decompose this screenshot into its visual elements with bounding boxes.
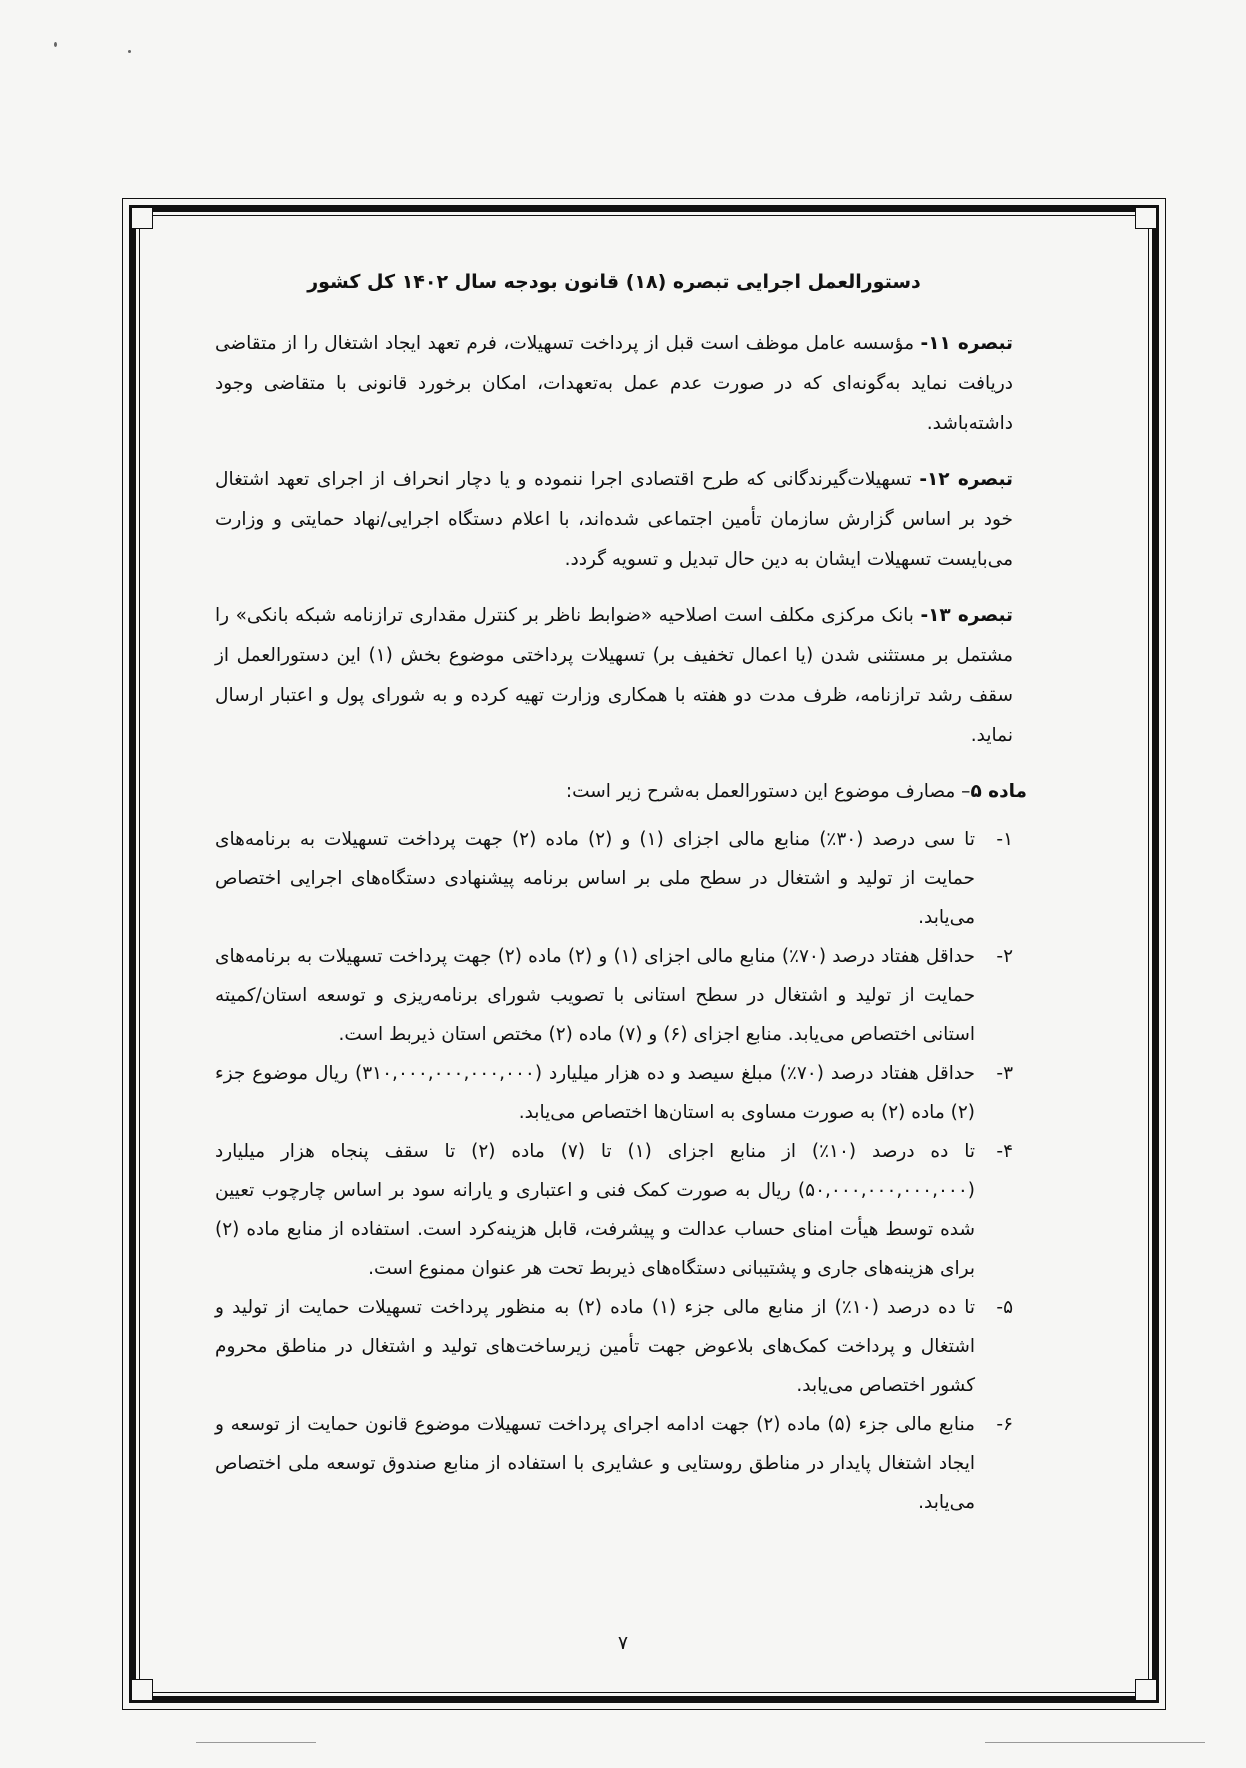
article-text: – مصارف موضوع این دستورالعمل به‌شرح زیر است: [565, 781, 971, 802]
document-body [215, 262, 1027, 1522]
list-item [215, 820, 1013, 937]
note-label: تبصره ۱۳- [920, 605, 1013, 626]
list-item-text: منابع مالی جزء (۵) ماده (۲) جهت ادامه اجرای پرداخت تسهیلات موضوع قانون حمایت از توسعه و ایجاد اشتغال پایدار در مناطق روستایی و عشایری با استفاده از منابع صندوق توسعه ملی اختصاص می‌یابد. [215, 1414, 975, 1513]
note-text: بانک مرکزی مکلف است اصلاحیه «ضوابط ناظر بر کنترل مقداری ترازنامه شبکه بانکی» را مشتمل بر مستثنی شدن (یا اعمال تخفیف بر) تسهیلات پرداختی موضوع بخش (۱) این دستورالعمل از سقف رشد ترازنامه، ظرف مدت دو هفته با همکاری وزارت تهیه کرده و به شورای پول و اعتبار ارسال نماید. [215, 605, 1013, 746]
note-11 [215, 324, 1013, 444]
list-item-number: ۳- [996, 1063, 1013, 1084]
note-12 [215, 460, 1013, 580]
note-label: تبصره ۱۲- [919, 469, 1013, 490]
scan-speck [54, 42, 57, 47]
list-item-number: ۱- [996, 829, 1013, 850]
frame-corner [1135, 1679, 1157, 1701]
list-item [215, 937, 1013, 1054]
list-item-text: حداقل هفتاد درصد (۷۰٪) منابع مالی اجزای (۱) و (۲) ماده (۲) جهت پرداخت تسهیلات به برنامه‌های حمایت از تولید و اشتغال در سطح استانی با تصویب شورای برنامه‌ریزی و توسعه استان/کمیته استانی اختصاص می‌یابد. منابع اجزای (۶) و (۷) ماده (۲) مختص استان ذیربط است. [215, 946, 975, 1045]
list-item [215, 1405, 1013, 1522]
list-item-text: حداقل هفتاد درصد (۷۰٪) مبلغ سیصد و ده هزار میلیارد (۳۱۰,۰۰۰,۰۰۰,۰۰۰,۰۰۰) ریال موضوع جزء (۲) ماده (۲) به صورت مساوی به استان‌ها اختصاص می‌یابد. [215, 1063, 975, 1123]
frame-corner [131, 1679, 153, 1701]
list-item-number: ۴- [996, 1141, 1013, 1162]
scan-artifact [196, 1742, 316, 1743]
frame-corner [131, 207, 153, 229]
article-label: ماده ۵ [970, 781, 1027, 802]
article-5-heading [215, 772, 1027, 812]
note-text: مؤسسه عامل موظف است قبل از پرداخت تسهیلات، فرم تعهد ایجاد اشتغال را از متقاضی دریافت نماید به‌گونه‌ای که در صورت عدم عمل به‌تعهدات، امکان برخورد قانونی با متقاضی وجود داشته‌باشد. [215, 333, 1013, 434]
scan-artifact [985, 1742, 1205, 1743]
note-label: تبصره ۱۱- [920, 333, 1013, 354]
list-item-text: تا ده درصد (۱۰٪) از منابع مالی جزء (۱) ماده (۲) به منظور پرداخت تسهیلات حمایت از تولید و اشتغال و پرداخت کمک‌های بلاعوض جهت تأمین زیرساخت‌های تولید و اشتغال در مناطق محروم کشور اختصاص می‌یابد. [215, 1297, 975, 1396]
list-item-number: ۵- [996, 1297, 1013, 1318]
list-item-text: تا ده درصد (۱۰٪) از منابع اجزای (۱) تا (۷) ماده (۲) تا سقف پنجاه هزار میلیارد (۵۰,۰۰۰,۰۰۰,۰۰۰,۰۰۰) ریال به صورت کمک فنی و اعتباری و یارانه سود بر اساس چارچوب تعیین شده توسط هیأت امنای حساب عدالت و پیشرفت، قابل هزینه‌کرد است. استفاده از منابع ماده (۲) برای هزینه‌های جاری و پشتیبانی دستگاه‌های ذیربط تحت هر عنوان ممنوع است. [215, 1141, 975, 1279]
page-number: ۷ [617, 1632, 629, 1654]
list-item-text: تا سی درصد (۳۰٪) منابع مالی اجزای (۱) و (۲) ماده (۲) جهت پرداخت تسهیلات به برنامه‌های حمایت از تولید و اشتغال در سطح ملی بر اساس برنامه پیشنهادی دستگاه‌های اجرایی اختصاص می‌یابد. [215, 829, 975, 928]
list-item [215, 1132, 1013, 1288]
document-title: دستورالعمل اجرایی تبصره (۱۸) قانون بودجه سال ۱۴۰۲ کل کشور [307, 271, 921, 293]
note-13 [215, 596, 1013, 756]
list-item [215, 1054, 1013, 1132]
scan-speck [128, 50, 131, 53]
list-item-number: ۶- [996, 1414, 1013, 1435]
list-item-number: ۲- [996, 946, 1013, 967]
frame-corner [1135, 207, 1157, 229]
note-text: تسهیلات‌گیرندگانی که طرح اقتصادی اجرا ننموده و یا دچار انحراف از اجرای تعهد اشتغال خود بر اساس گزارش سازمان تأمین اجتماعی شده‌اند، با اعلام دستگاه اجرایی/نهاد حمایتی و وزارت می‌بایست تسهیلات ایشان به دین حال تبدیل و تسویه گردد. [215, 469, 1013, 570]
list-item [215, 1288, 1013, 1405]
